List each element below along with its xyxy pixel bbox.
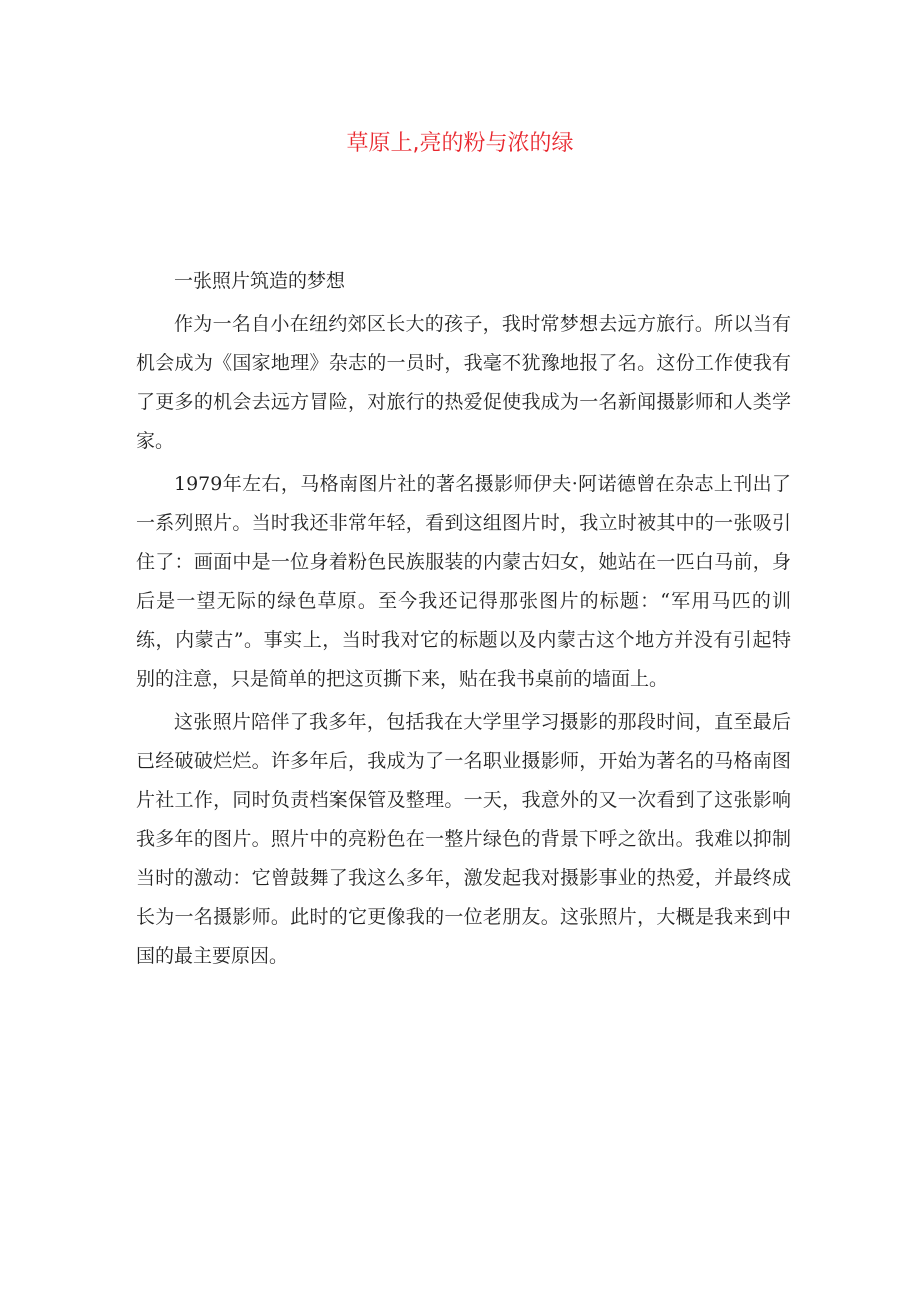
section-heading: 一张照片筑造的梦想 [174,270,346,292]
document-title: 草原上,亮的粉与浓的绿 [346,131,574,156]
document-body [136,262,791,980]
body-paragraph-2: 1979年左右，马格南图片社的著名摄影师伊夫·阿诺德曾在杂志上刊出了一系列照片。当时我还非常年轻，看到这组图片时，我立时被其中的一张吸引住了：画面中是一位身着粉色民族服装的内蒙古妇女，她站在一匹白马前，身后是一望无际的绿色草原。至今我还记得那张图片的标题：“军用马匹的训练，内蒙古”。事实上，当时我对它的标题以及内蒙古这个地方并没有引起特别的注意，只是简单的把这页撕下来，贴在我书桌前的墙面上。 [136,473,791,690]
body-paragraph-1: 作为一名自小在纽约郊区长大的孩子，我时常梦想去远方旅行。所以当有机会成为《国家地理》杂志的一员时，我毫不犹豫地报了名。这份工作使我有了更多的机会去远方冒险，对旅行的热爱促使我成为一名新闻摄影师和人类学家。 [136,313,791,452]
body-paragraph-3: 这张照片陪伴了我多年，包括我在大学里学习摄影的那段时间，直至最后已经破破烂烂。许多年后，我成为了一名职业摄影师，开始为著名的马格南图片社工作，同时负责档案保管及整理。一天，我意外的又一次看到了这张影响我多年的图片。照片中的亮粉色在一整片绿色的背景下呼之欲出。我难以抑制当时的激动：它曾鼓舞了我这么多年，激发起我对摄影事业的热爱，并最终成长为一名摄影师。此时的它更像我的一位老朋友。这张照片，大概是我来到中国的最主要原因。 [136,711,791,967]
